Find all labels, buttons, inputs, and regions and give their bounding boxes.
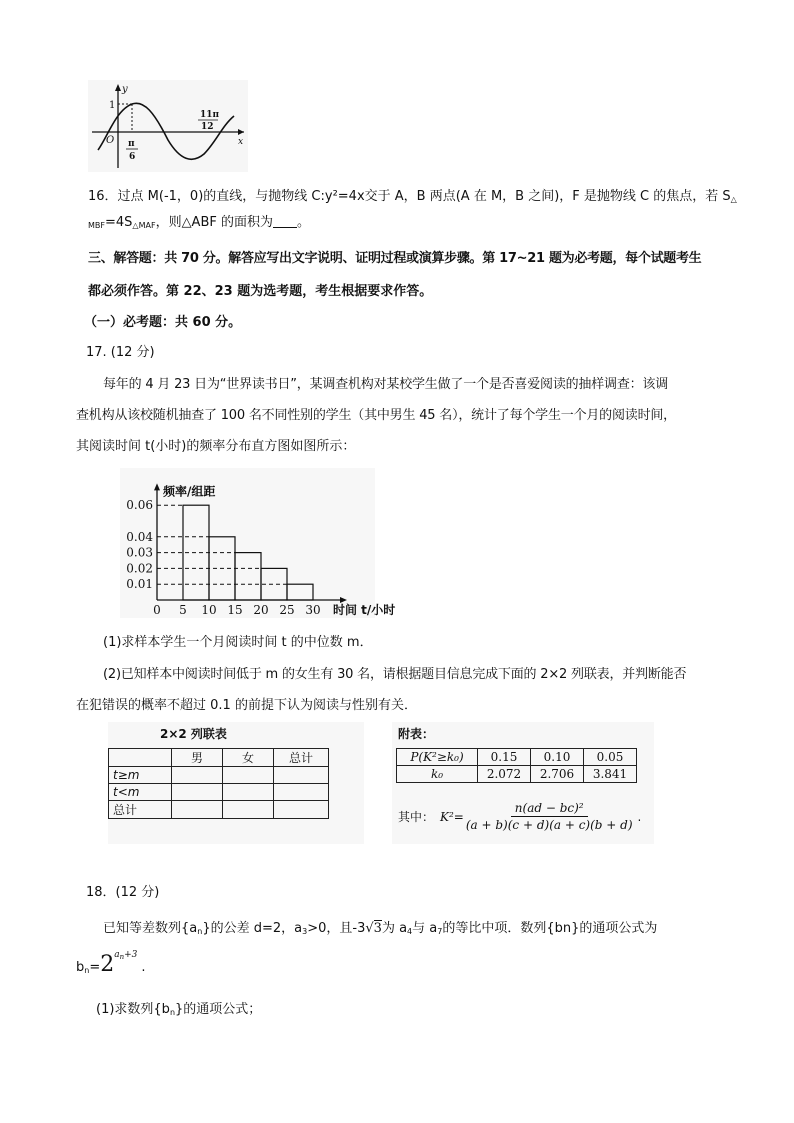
q17-para1-line3: 其阅读时间 t(小时)的频率分布直方图如图所示： [76, 439, 356, 454]
sine-graph-figure [88, 80, 248, 172]
chart-title: 频率/组距 [163, 484, 216, 499]
q18-line2: $b_n=2^{a_n+3}$. [76, 950, 146, 977]
q17-header: 17. (12 分) [86, 345, 155, 360]
y-tick-label: 0.04 [126, 529, 153, 544]
pi-over-6-num: π [128, 139, 135, 149]
formula-fraction: $\frac{\text{n(ad − bc)²}}{(a + b)(c + d)(a + c)(b + d)}$ [465, 801, 633, 832]
q17-part2-line2: 在犯错误的概率不超过 0.1 的前提下认为阅读与性别有关． [76, 698, 417, 713]
x-tick-label: 15 [227, 603, 243, 617]
11pi-over-12-den: 12 [201, 122, 214, 132]
table-row: 总计 [109, 801, 329, 819]
section3-subheading: （一）必考题：共 60 分。 [84, 315, 242, 330]
y-axis-label: y [122, 84, 128, 95]
q16-line1: 16．过点 M(-1，0)的直线，与抛物线 C:y²=4x交于 A，B 两点(A 在 M，B 之间)，F 是抛物线 C 的焦点，若 $S_\triangle$ [88, 189, 737, 204]
y-tick-1: 1 [109, 100, 116, 111]
x-tick-label: 30 [305, 603, 321, 617]
x-axis-label: x [238, 137, 244, 147]
x-tick-label: 10 [201, 603, 217, 617]
11pi-over-12-num: 11π [200, 110, 220, 120]
contingency-table [108, 748, 329, 819]
y-tick-label: 0.03 [126, 545, 153, 560]
q18-header: 18．(12 分) [86, 885, 160, 900]
power-exponent: an+3 [114, 950, 138, 961]
y-tick-label: 0.01 [126, 577, 153, 592]
k-squared-formula: 其中： K²= $\frac{\text{n(ad − bc)²}}{(a + b)(c + d)(a + c)(b + d)}$ . [398, 801, 642, 832]
x-tick-label: 20 [253, 603, 269, 617]
contingency-table-block [108, 722, 364, 844]
contingency-title: 2×2 列联表 [160, 727, 227, 741]
x-tick-label: 0 [153, 603, 161, 617]
q17-para1-line1: 每年的 4 月 23 日为“世界读书日”，某调查机构对某校学生做了一个是否喜爱阅读的抽样调查：该调 [103, 377, 669, 392]
table-row: k₀ 2.072 2.706 3.841 [397, 766, 637, 783]
q17-part2-line1: (2)已知样本中阅读时间低于 m 的女生有 30 名，请根据题目信息完成下面的 2×2 列联表，并判断能否 [103, 667, 687, 682]
power-base: 2 [100, 952, 115, 977]
sqrt-symbol: √3 [365, 921, 382, 936]
q17-para1-line2: 查机构从该校随机抽查了 100 名不同性别的学生（其中男生 45 名），统计了每个学生一个月的阅读时间， [76, 408, 676, 423]
pi-over-6-den: 6 [129, 152, 136, 162]
q17-part1: (1)求样本学生一个月阅读时间 t 的中位数 m． [103, 635, 373, 650]
q16-number: 16 [88, 189, 105, 204]
x-tick-label: 25 [279, 603, 295, 617]
section3-heading-line2: 都必须作答。第 22、23 题为选考题，考生根据要求作答。 [88, 284, 433, 299]
frequency-histogram [120, 468, 396, 618]
q18-part1: (1)求数列$\{b_n\}$的通项公式； [96, 1002, 262, 1017]
appendix-block [392, 722, 654, 844]
appendix-title: 附表： [398, 727, 435, 741]
table-row: t<m [109, 784, 329, 801]
section3-heading-line1: 三、解答题：共 70 分。解答应写出文字说明、证明过程或演算步骤。第 17~21 题为必考题，每个试题考生 [88, 251, 702, 266]
answer-blank [273, 215, 297, 228]
y-tick-label: 0.02 [126, 561, 153, 576]
table-row: t≥m [109, 767, 329, 784]
x-tick-label: 5 [179, 603, 187, 617]
y-tick-label: 0.06 [126, 498, 153, 513]
table-row: P(K²≥k₀) 0.15 0.10 0.05 [397, 749, 637, 766]
q16-line2: $_{MBF}=4S_{\triangle MAF}$，则△ABF 的面积为 。 [88, 215, 310, 230]
q18-line1: 已知等差数列$\{a_n\}$的公差 d=2，$a_3>0$，且-3√3为 $a_4$与 $a_7$的等比中项．数列{bn}的通项公式为 [103, 921, 658, 936]
appendix-table [396, 748, 637, 783]
x-axis-label: 时间 t/小时 [333, 603, 396, 617]
table-row: 男 女 总计 [109, 749, 329, 767]
origin-label: O [106, 135, 115, 146]
